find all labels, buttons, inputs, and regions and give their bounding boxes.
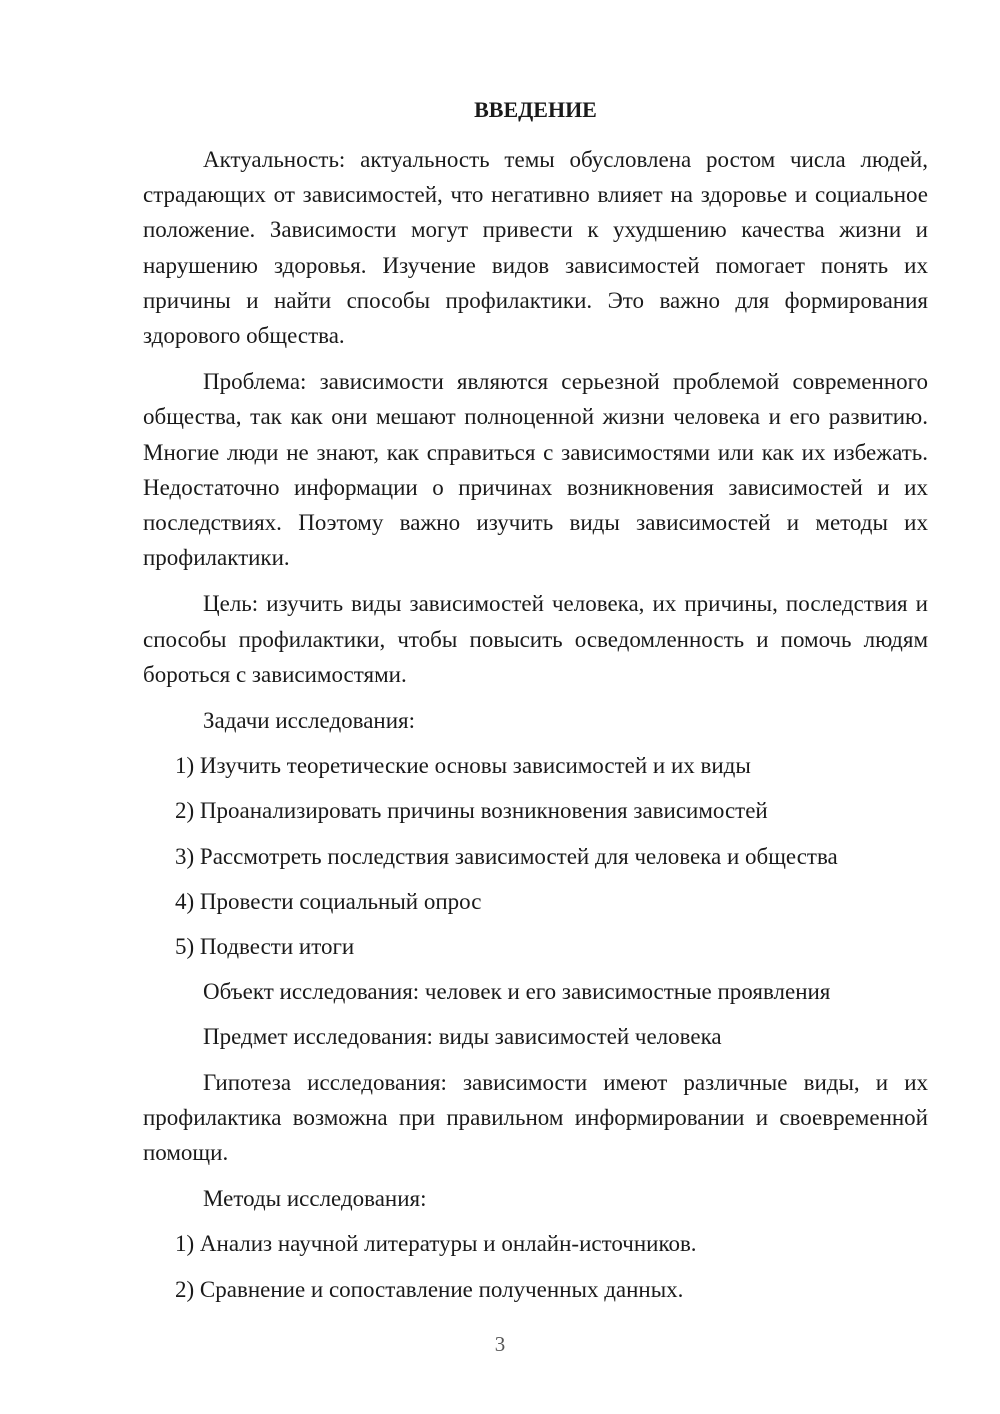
problem-paragraph: Проблема: зависимости являются серьезной проблемой современного общества, так как они мешают полноценной жизни человека и его развитию. Многие люди не знают, как справиться с зависимостями или как их избежать. Недостаточно информации о причинах возникновения зависимостей и их последствиях. Поэтому важно изучить виды зависимостей и методы их профилактики. xyxy=(143,369,928,571)
tasks-heading: Задачи исследования: xyxy=(203,708,416,734)
subject-paragraph: Предмет исследования: виды зависимостей человека xyxy=(203,1024,722,1050)
task-item: 3) Рассмотреть последствия зависимостей для человека и общества xyxy=(175,843,838,869)
hypothesis-paragraph: Гипотеза исследования: зависимости имеют различные виды, и их профилактика возможна при правильном информировании и своевременной помощи. xyxy=(143,1069,928,1166)
method-item: 1) Анализ научной литературы и онлайн-источников. xyxy=(175,1231,697,1257)
task-item: 5) Подвести итоги xyxy=(175,934,355,960)
task-item: 2) Проанализировать причины возникновения зависимостей xyxy=(175,798,768,824)
task-item: 1) Изучить теоретические основы зависимостей и их виды xyxy=(175,753,751,779)
task-item: 4) Провести социальный опрос xyxy=(175,888,482,914)
page-title: ВВЕДЕНИЕ xyxy=(474,97,597,122)
method-item: 2) Сравнение и сопоставление полученных данных. xyxy=(175,1276,684,1302)
document-page xyxy=(143,92,928,1317)
goal-paragraph: Цель: изучить виды зависимостей человека, их причины, последствия и способы профилактики, чтобы повысить осведомленность и помочь людям бороться с зависимостями. xyxy=(143,591,928,687)
object-paragraph: Объект исследования: человек и его зависимостные проявления xyxy=(203,979,831,1005)
methods-heading: Методы исследования: xyxy=(203,1186,427,1212)
methods-list xyxy=(143,1226,928,1306)
tasks-list xyxy=(143,748,928,964)
page-number: 3 xyxy=(494,1332,506,1356)
relevance-paragraph: Актуальность: актуальность темы обусловлена ростом числа людей, страдающих от зависимостей, что негативно влияет на здоровье и социальное положение. Зависимости могут привести к ухудшению качества жизни и нарушению здоровья. Изучение видов зависимостей помогает понять их причины и найти способы профилактики. Это важно для формирования здорового общества. xyxy=(143,147,928,349)
